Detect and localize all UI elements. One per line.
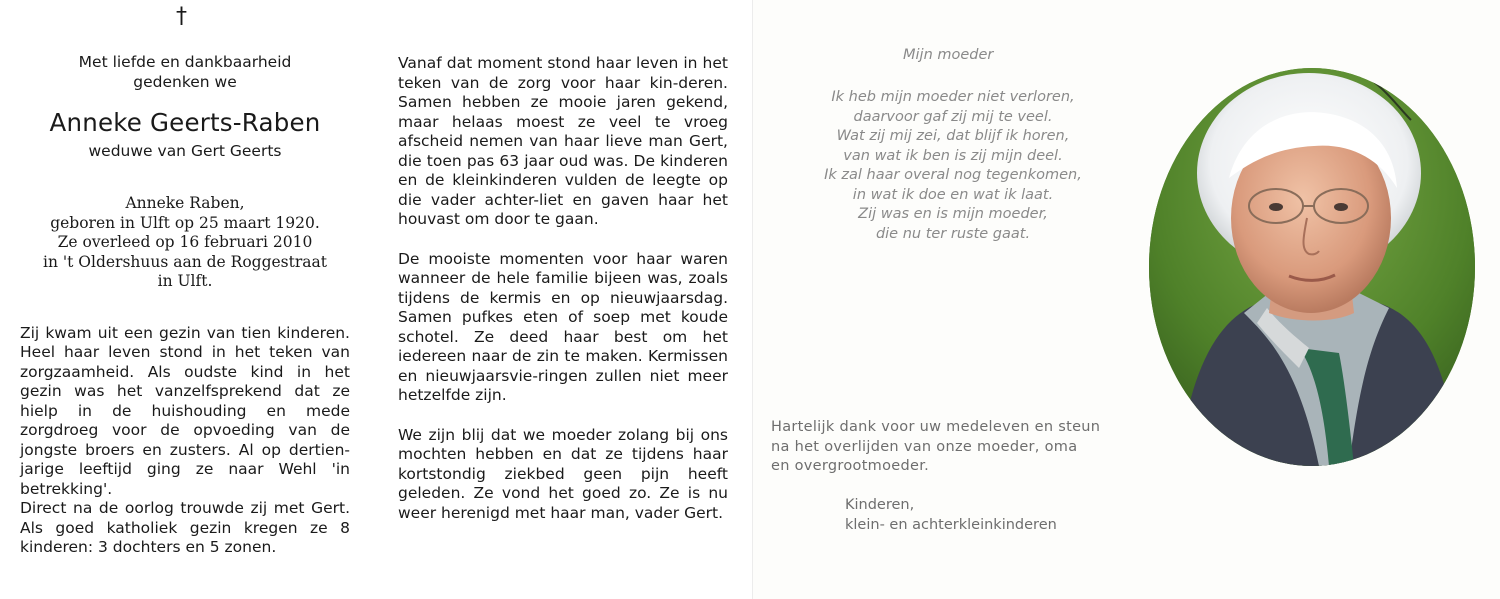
intro-line: gedenken we [133,73,237,91]
bio-paragraph: Zij kwam uit een gezin van tien kinderen. Heel haar leven stond in het teken van zorgzaamheid. Als oudste kind in het gezin was het vanzelfsprekend dat ze hielp in de huishouding en mede zorgdroeg voor de opvoeding van de jongste broers en zusters. Al op dertien-jarige leeftijd ging ze naar Wehl 'in betrekking'. [20,323,350,498]
poem-line: Ik heb mijn moeder niet verloren, [831,89,1075,105]
birth-line: geboren in Ulft op 25 maart 1920. [50,213,320,232]
cross-icon: † [176,4,187,29]
right-page [752,0,1500,599]
poem-title: Mijn moeder [903,47,994,63]
birth-line: in Ulft. [157,272,213,290]
intro-text [20,52,350,92]
birth-details [20,194,350,292]
bio-paragraph: Direct na de oorlog trouwde zij met Gert. Als goed katholiek gezin kregen ze 8 kinderen: 3 dochters en 5 zonen. [20,499,350,556]
poem-line: Zij was en is mijn moeder, [858,206,1048,222]
middle-paragraph: Vanaf dat moment stond haar leven in het teken van de zorg voor haar kin-deren. Samen hebben ze mooie jaren gekend, maar helaas moest ze veel te vroeg afscheid nemen van haar lieve man Gert, die toen pas 63 jaar oud was. De kinderen en de kleinkinderen vulden de leegte op die vader achter-liet en gaven haar het houvast om door te gaan. [398,54,728,228]
poem-line: van wat ik ben is zij mijn deel. [843,147,1063,164]
poem-lines [783,88,1123,244]
deceased-name: Anneke Geerts-Raben [49,108,321,137]
portrait-photo [1149,68,1475,466]
birth-line: in 't Oldershuus aan de Roggestraat [43,252,327,271]
widow-line: weduwe van Gert Geerts [88,142,282,160]
portrait-image [1149,68,1475,466]
thanks-text: Hartelijk dank voor uw medeleven en steun na het overlijden van onze moeder, oma en overgrootmoeder. [771,419,1101,474]
intro-line: Met liefde en dankbaarheid [78,53,292,71]
middle-paragraph: De mooiste momenten voor haar waren wanneer de hele familie bijeen was, zoals tijdens de kermis en op nieuwjaarsdag. Samen pufkes eten of soep met koude schotel. Ze deed haar best om het iedereen naar de zin te maken. Kermissen en nieuwjaarsvie-ringen zullen niet meer hetzelfde zijn. [398,249,728,404]
middle-paragraph: We zijn blij dat we moeder zolang bij ons mochten hebben en dat ze tijdens haar kortstondig ziekbed geen pijn heeft geleden. Ze vond het goed zo. Ze is nu weer herenigd met haar man, vader Gert. [398,425,728,522]
birth-line: Ze overleed op 16 februari 2010 [57,233,313,251]
poem-line: die nu ter ruste gaat. [875,225,1031,242]
poem-line: daarvoor gaf zij mij te veel. [853,108,1053,125]
poem-line: in wat ik doe en wat ik laat. [852,186,1054,203]
signature-line: Kinderen, [845,497,915,513]
signature [845,496,1057,535]
biography [20,324,350,558]
left-column [20,52,350,558]
poem-line: Wat zij mij zei, dat blijf ik horen, [836,128,1070,144]
birth-line: Anneke Raben, [125,194,245,212]
middle-column [398,54,728,543]
poem-line: Ik zal haar overal nog tegenkomen, [824,167,1082,183]
signature-line: klein- en achterkleinkinderen [845,516,1057,533]
